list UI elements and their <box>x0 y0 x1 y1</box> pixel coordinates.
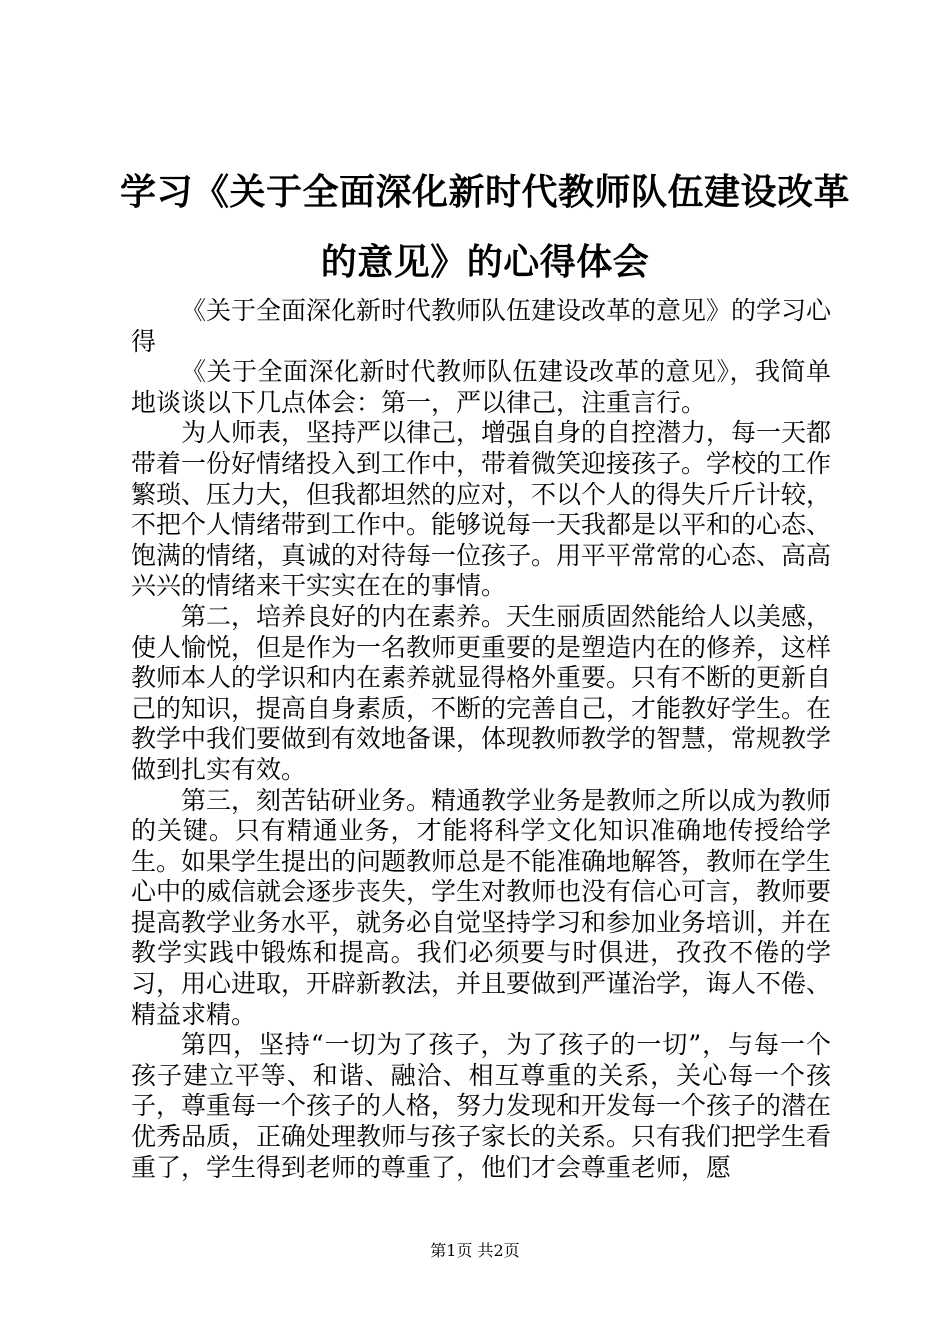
document-title <box>90 158 880 298</box>
paragraph: 第二，培养良好的内在素养。天生丽质固然能给人以美感，使人愉悦，但是作为一名教师更重要的是塑造内在的修养，这样教师本人的学识和内在素养就显得格外重要。只有不断的更新自己的知识，提高自身素质，不断的完善自己，才能教好学生。在教学中我们要做到有效地备课，体现教师教学的智慧，常规教学做到扎实有效。 <box>131 601 832 784</box>
title-line-1: 学习《关于全面深化新时代教师队伍建设改革 <box>119 172 850 213</box>
title-line-2: 的意见》的心得体会 <box>320 242 650 283</box>
paragraph: 《关于全面深化新时代教师队伍建设改革的意见》，我简单地谈谈以下几点体会：第一，严以律己，注重言行。 <box>131 357 831 417</box>
paragraph: 第三，刻苦钻研业务。精通教学业务是教师之所以成为教师的关键。只有精通业务，才能将科学文化知识准确地传授给学生。如果学生提出的问题教师总是不能准确地解答，教师在学生心中的威信就会逐步丧失，学生对教师也没有信心可言，教师要提高教学业务水平，就务必自觉坚持学习和参加业务培训，并在教学实践中锻炼和提高。我们必须要与时俱进，孜孜不倦的学习，用心进取，开辟新教法，并且要做到严谨治学，诲人不倦、精益求精。 <box>131 785 832 1029</box>
paragraph: 为人师表，坚持严以律己，增强自身的自控潜力，每一天都带着一份好情绪投入到工作中，带着微笑迎接孩子。学校的工作繁琐、压力大，但我都坦然的应对，不以个人的得失斤斤计较，不把个人情绪带到工作中。能够说每一天我都是以平和的心态、饱满的情绪，真诚的对待每一位孩子。用平平常常的心态、高高兴兴的情绪来干实实在在的事情。 <box>131 418 832 601</box>
paragraph: 第四，坚持“一切为了孩子，为了孩子的一切”，与每一个孩子建立平等、和谐、融洽、相互尊重的关系，关心每一个孩子，尊重每一个孩子的人格，努力发现和开发每一个孩子的潜在优秀品质，正确处理教师与孩子家长的关系。只有我们把学生看重了，学生得到老师的尊重了，他们才会尊重老师，愿 <box>131 1030 832 1182</box>
paragraph: 《关于全面深化新时代教师队伍建设改革的意见》的学习心得 <box>131 296 832 356</box>
document-body <box>131 296 831 1183</box>
page-footer: 第1页 共2页 <box>430 1241 520 1260</box>
